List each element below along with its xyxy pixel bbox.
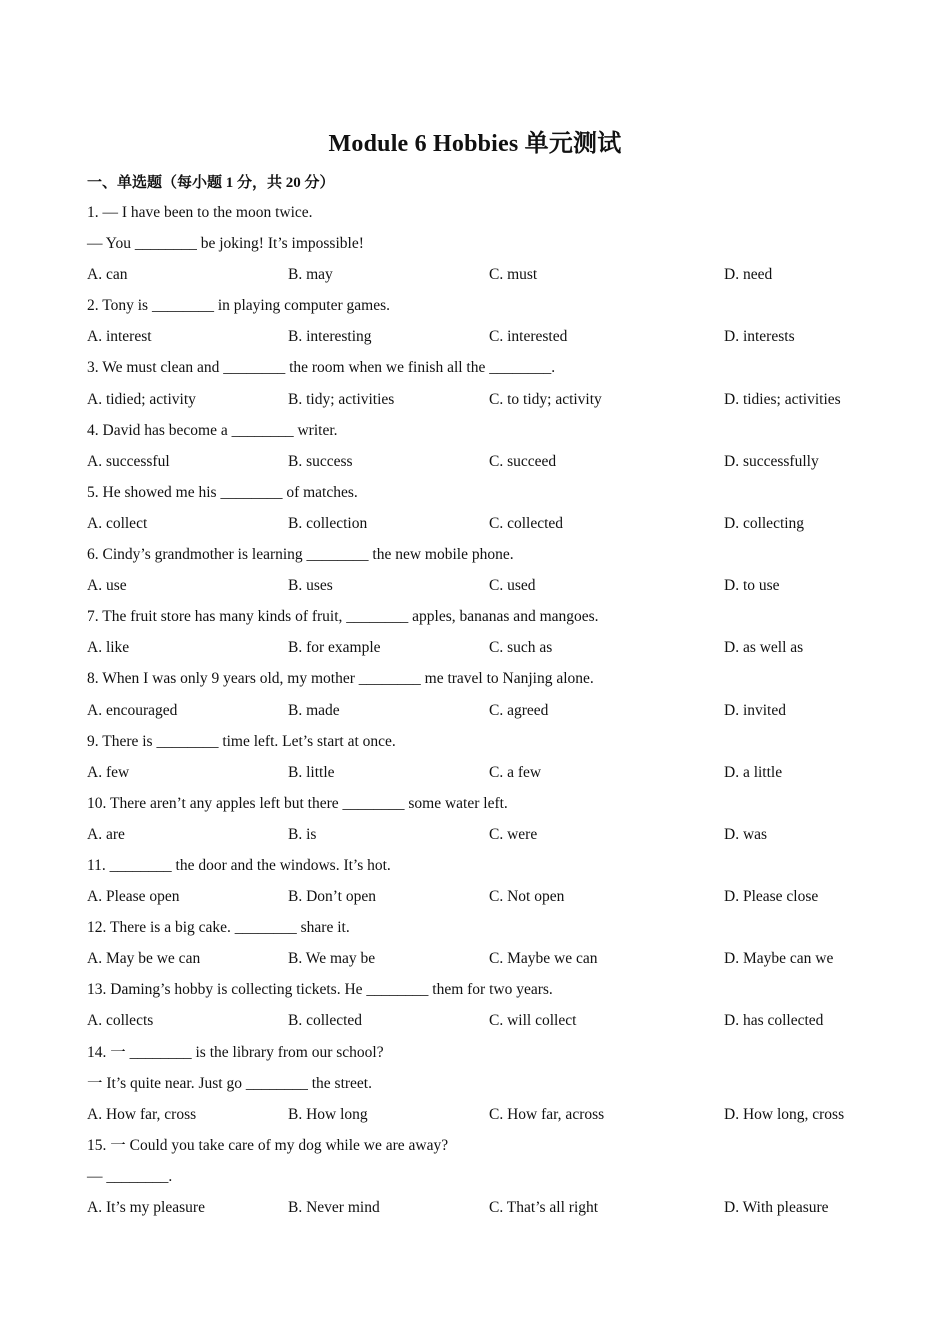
question-stem: 4. David has become a ________ writer.	[87, 421, 338, 439]
question-item	[87, 850, 887, 912]
question-item	[87, 601, 887, 663]
question-item	[87, 477, 887, 539]
question-item	[87, 1037, 887, 1130]
option-a: A. collect	[87, 514, 148, 532]
question-dialogue-line: 一 It’s quite near. Just go ________ the street.	[87, 1074, 372, 1092]
answer-options	[87, 943, 887, 974]
option-c: C. Maybe we can	[489, 950, 598, 968]
option-d: D. collecting	[724, 514, 805, 532]
question-stem: 10. There aren’t any apples left but there ________ some water left.	[87, 794, 508, 812]
option-a: A. are	[87, 825, 125, 843]
question-item	[87, 352, 887, 414]
option-c: C. agreed	[489, 701, 549, 719]
answer-options	[87, 757, 887, 788]
answer-options	[87, 508, 887, 539]
option-a: A. use	[87, 577, 127, 595]
option-b: B. little	[288, 763, 335, 781]
option-a: A. collects	[87, 1012, 154, 1030]
answer-options	[87, 321, 887, 352]
option-d: D. Please close	[724, 888, 819, 906]
question-item	[87, 197, 887, 290]
option-d: D. was	[724, 825, 768, 843]
answer-options	[87, 1099, 887, 1130]
question-dialogue-line: — You ________ be joking! It’s impossible!	[87, 235, 364, 253]
answer-options	[87, 446, 887, 477]
option-a: A. encouraged	[87, 701, 178, 719]
option-d: D. a little	[724, 763, 783, 781]
question-item	[87, 788, 887, 850]
option-c: C. used	[489, 577, 536, 595]
option-a: A. interest	[87, 328, 152, 346]
option-b: B. collected	[288, 1012, 363, 1030]
option-d: D. successfully	[724, 452, 819, 470]
option-d: D. invited	[724, 701, 786, 719]
option-a: A. like	[87, 639, 130, 657]
option-b: B. We may be	[288, 950, 376, 968]
option-b: B. Don’t open	[288, 888, 376, 906]
answer-options	[87, 570, 887, 601]
answer-options	[87, 259, 887, 290]
question-item	[87, 912, 887, 974]
question-stem: 8. When I was only 9 years old, my mother ________ me travel to Nanjing alone.	[87, 670, 594, 688]
question-list	[87, 197, 887, 1223]
option-c: C. That’s all right	[489, 1199, 599, 1216]
option-a: A. successful	[87, 452, 170, 470]
option-c: C. interested	[489, 328, 568, 346]
option-b: B. Never mind	[288, 1199, 380, 1216]
question-stem: 5. He showed me his ________ of matches.	[87, 483, 358, 501]
option-c: C. collected	[489, 514, 564, 532]
question-item	[87, 1130, 887, 1223]
option-b: B. for example	[288, 639, 381, 657]
option-c: C. How far, across	[489, 1105, 605, 1123]
option-b: B. may	[288, 266, 333, 284]
question-stem: 7. The fruit store has many kinds of fruit, ________ apples, bananas and mangoes.	[87, 608, 599, 626]
question-stem: 11. ________ the door and the windows. It’s hot.	[87, 856, 391, 874]
option-d: D. Maybe can we	[724, 950, 834, 968]
question-stem: 9. There is ________ time left. Let’s start at once.	[87, 732, 396, 750]
option-b: B. collection	[288, 514, 368, 532]
answer-options	[87, 632, 887, 663]
option-c: C. Not open	[489, 888, 565, 906]
question-stem: 12. There is a big cake. ________ share it.	[87, 919, 350, 937]
question-stem: 2. Tony is ________ in playing computer games.	[87, 297, 390, 315]
question-item	[87, 663, 887, 725]
option-c: C. such as	[489, 639, 553, 657]
question-item	[87, 726, 887, 788]
option-b: B. interesting	[288, 328, 372, 346]
option-d: D. With pleasure	[724, 1199, 829, 1216]
option-a: A. Please open	[87, 888, 180, 906]
option-c: C. were	[489, 825, 538, 843]
option-d: D. need	[724, 266, 773, 284]
option-b: B. made	[288, 701, 340, 719]
option-d: D. to use	[724, 577, 780, 595]
question-stem: 1. — I have been to the moon twice.	[87, 204, 313, 221]
question-stem: 14. 一 ________ is the library from our school?	[87, 1043, 384, 1061]
option-b: B. is	[288, 825, 317, 843]
option-c: C. succeed	[489, 452, 557, 470]
option-c: C. will collect	[489, 1012, 577, 1030]
option-a: A. few	[87, 763, 130, 781]
option-b: B. success	[288, 452, 353, 470]
option-a: A. can	[87, 266, 128, 284]
question-stem: 13. Daming’s hobby is collecting tickets. He ________ them for two years.	[87, 981, 553, 999]
question-item	[87, 974, 887, 1036]
question-dialogue-line: — ________.	[87, 1167, 173, 1185]
question-stem: 6. Cindy’s grandmother is learning ________ the new mobile phone.	[87, 546, 514, 564]
answer-options	[87, 819, 887, 850]
option-d: D. How long, cross	[724, 1105, 845, 1123]
option-d: D. has collected	[724, 1012, 824, 1030]
option-d: D. as well as	[724, 639, 804, 657]
option-c: C. to tidy; activity	[489, 390, 602, 408]
option-c: C. must	[489, 266, 538, 284]
answer-options	[87, 384, 887, 415]
option-a: A. May be we can	[87, 950, 201, 968]
answer-options	[87, 695, 887, 726]
question-item	[87, 290, 887, 352]
section-heading: 一、单选题（每小题 1 分，共 20 分）	[87, 175, 335, 191]
option-c: C. a few	[489, 763, 542, 781]
page-title: Module 6 Hobbies 单元测试	[328, 131, 622, 157]
option-a: A. How far, cross	[87, 1105, 197, 1123]
option-a: A. tidied; activity	[87, 390, 196, 408]
answer-options	[87, 1192, 887, 1223]
question-stem: 3. We must clean and ________ the room when we finish all the ________.	[87, 359, 556, 377]
option-d: D. tidies; activities	[724, 390, 841, 408]
question-item	[87, 539, 887, 601]
option-b: B. How long	[288, 1105, 368, 1123]
answer-options	[87, 881, 887, 912]
option-b: B. uses	[288, 577, 333, 595]
question-item	[87, 415, 887, 477]
option-d: D. interests	[724, 328, 795, 346]
option-a: A. It’s my pleasure	[87, 1199, 205, 1216]
question-stem: 15. 一 Could you take care of my dog while we are away?	[87, 1136, 449, 1154]
option-b: B. tidy; activities	[288, 390, 395, 408]
answer-options	[87, 1005, 887, 1036]
